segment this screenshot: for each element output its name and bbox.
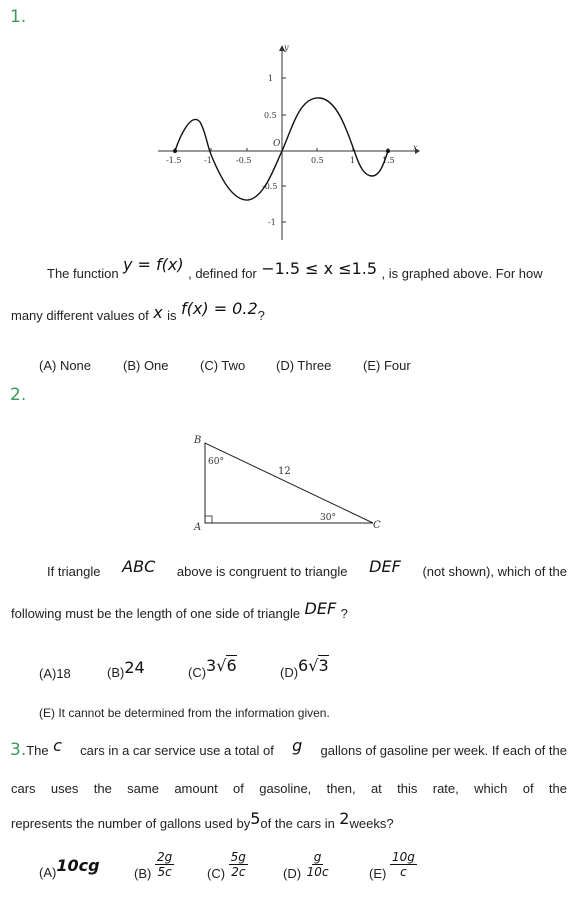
fraction-numerator: 2g bbox=[156, 850, 173, 864]
q1-text: is bbox=[167, 308, 177, 323]
y-axis-label: y bbox=[284, 43, 289, 52]
q3-text: cars in a car service use a total of bbox=[80, 743, 274, 758]
radical-icon: √ bbox=[216, 656, 227, 675]
q2-stem-line-1 bbox=[47, 557, 567, 580]
q2-option-d-coefficient: 6 bbox=[298, 656, 309, 675]
q3-option-b[interactable] bbox=[134, 850, 174, 879]
q1-domain-expr: −1.5 ≤ x ≤1.5 bbox=[261, 259, 378, 278]
q3-option-c[interactable] bbox=[207, 850, 248, 879]
x-axis-label: x bbox=[413, 143, 418, 152]
vertex-b-label: B bbox=[194, 435, 202, 446]
fraction-numerator: 5g bbox=[230, 850, 246, 864]
q1-text: The function bbox=[47, 266, 119, 281]
q2-option-a[interactable]: (A)18 bbox=[39, 666, 71, 681]
q1-text: , is graphed above. For how bbox=[381, 266, 543, 281]
q2-text: (not shown), which of the bbox=[422, 564, 567, 579]
q2-option-d-label: (D) bbox=[280, 665, 299, 680]
q3-var-g: g bbox=[292, 736, 303, 755]
endpoint-right bbox=[386, 149, 390, 153]
q2-option-c-radicand: 6 bbox=[226, 656, 237, 675]
x-tick-label: -0.5 bbox=[236, 156, 252, 165]
q3-var-c: c bbox=[53, 736, 62, 755]
q3-option-c-fraction bbox=[229, 850, 248, 879]
fraction-denominator: c bbox=[400, 865, 407, 879]
x-tick-label: 0.5 bbox=[311, 156, 324, 165]
q2-option-e[interactable]: (E) It cannot be determined from the information given. bbox=[39, 706, 330, 720]
q2-option-b-value: 24 bbox=[124, 658, 145, 677]
q1-text: many different values of bbox=[11, 308, 149, 323]
q3-text: represents the number of gallons used by bbox=[11, 816, 251, 831]
q3-option-a-value: 10cg bbox=[56, 856, 100, 875]
q3-option-a-label: (A) bbox=[39, 865, 57, 880]
q3-option-e-fraction bbox=[390, 850, 417, 879]
q1-equation: f(x) = 0.2 bbox=[181, 299, 258, 318]
fraction-numerator: 10g bbox=[391, 850, 415, 864]
vertex-a-label: A bbox=[194, 522, 202, 533]
y-tick-label: 1 bbox=[268, 74, 274, 83]
q3-number-2: 2 bbox=[339, 809, 350, 828]
q2-text: If triangle bbox=[47, 564, 101, 579]
q1-option-b[interactable]: (B) One bbox=[123, 358, 169, 373]
q3-option-e-label: (E) bbox=[369, 865, 387, 881]
q3-option-b-fraction bbox=[155, 850, 174, 879]
fraction-denominator: 2c bbox=[231, 865, 246, 879]
x-tick-label: 1 bbox=[350, 156, 356, 165]
q1-option-a[interactable]: (A) None bbox=[39, 358, 92, 373]
q3-stem-line-1 bbox=[10, 736, 567, 760]
q3-option-b-label: (B) bbox=[134, 865, 152, 881]
q1-option-d[interactable]: (D) Three bbox=[276, 358, 332, 373]
radical-icon: √ bbox=[308, 656, 319, 675]
vertex-c-label: C bbox=[373, 520, 381, 531]
origin-label: O bbox=[273, 139, 281, 149]
q2-option-d-radicand: 3 bbox=[318, 656, 329, 675]
hypotenuse-label: 12 bbox=[278, 466, 291, 477]
q1-option-e[interactable]: (E) Four bbox=[363, 358, 411, 373]
q3-option-e[interactable] bbox=[369, 850, 417, 879]
q3-option-a[interactable] bbox=[39, 856, 100, 881]
q2-text: ? bbox=[340, 606, 348, 621]
q3-text: of the cars in bbox=[260, 816, 335, 831]
function-graph bbox=[150, 38, 430, 248]
q3-option-d-fraction bbox=[305, 850, 331, 879]
q3-option-d-label: (D) bbox=[283, 865, 302, 881]
q2-triangle-def: DEF bbox=[369, 557, 401, 576]
q2-option-b[interactable] bbox=[107, 658, 145, 681]
q3-option-d[interactable] bbox=[283, 850, 331, 879]
x-tick-label: -1 bbox=[204, 156, 212, 165]
q2-option-c-coefficient: 3 bbox=[206, 656, 217, 675]
q2-stem-line-2 bbox=[11, 599, 348, 623]
q2-option-c[interactable] bbox=[188, 656, 237, 680]
q2-option-d[interactable] bbox=[280, 656, 329, 680]
endpoint-left bbox=[173, 149, 177, 153]
q3-option-c-label: (C) bbox=[207, 865, 226, 881]
y-tick-label: -0.5 bbox=[262, 182, 278, 191]
fraction-denominator: 5c bbox=[157, 865, 172, 879]
q1-stem-line-1 bbox=[47, 255, 543, 283]
y-tick-label: 0.5 bbox=[264, 111, 277, 120]
question-1-number: 1. bbox=[10, 7, 27, 27]
q3-number-5: 5 bbox=[250, 809, 261, 828]
q1-option-c[interactable]: (C) Two bbox=[200, 358, 246, 373]
angle-c-label: 30° bbox=[320, 513, 336, 523]
q1-text: , defined for bbox=[188, 266, 257, 281]
angle-b-label: 60° bbox=[208, 457, 224, 467]
q3-stem-line-2: cars uses the same amount of gasoline, then, at this rate, which of the bbox=[11, 781, 567, 796]
q2-triangle-def: DEF bbox=[304, 599, 337, 618]
triangle-abc bbox=[205, 443, 373, 523]
x-tick-label: -1.5 bbox=[166, 156, 182, 165]
q2-option-b-label: (B) bbox=[107, 665, 125, 680]
q1-text: ? bbox=[257, 308, 265, 323]
q3-stem-line-3 bbox=[11, 809, 394, 833]
q2-text: following must be the length of one side of triangle bbox=[11, 606, 301, 621]
q3-text: weeks? bbox=[349, 816, 394, 831]
q3-text: The bbox=[26, 743, 49, 758]
fraction-denominator: 10c bbox=[306, 865, 329, 879]
q2-option-c-label: (C) bbox=[188, 665, 207, 680]
q1-function-expr: y = f(x) bbox=[123, 255, 184, 274]
q1-stem-line-2 bbox=[11, 299, 265, 325]
q2-text: above is congruent to triangle bbox=[176, 564, 348, 579]
y-tick-label: -1 bbox=[268, 218, 276, 227]
triangle-figure bbox=[185, 428, 395, 538]
question-2-number: 2. bbox=[10, 385, 27, 405]
q3-text: gallons of gasoline per week. If each of the bbox=[320, 743, 567, 758]
q2-triangle-abc: ABC bbox=[122, 557, 156, 576]
right-angle-mark bbox=[205, 516, 212, 523]
q1-var: x bbox=[153, 303, 163, 322]
fraction-numerator: g bbox=[313, 850, 322, 864]
question-3-number: 3. bbox=[10, 740, 27, 760]
x-tick-label: 1.5 bbox=[382, 156, 395, 165]
